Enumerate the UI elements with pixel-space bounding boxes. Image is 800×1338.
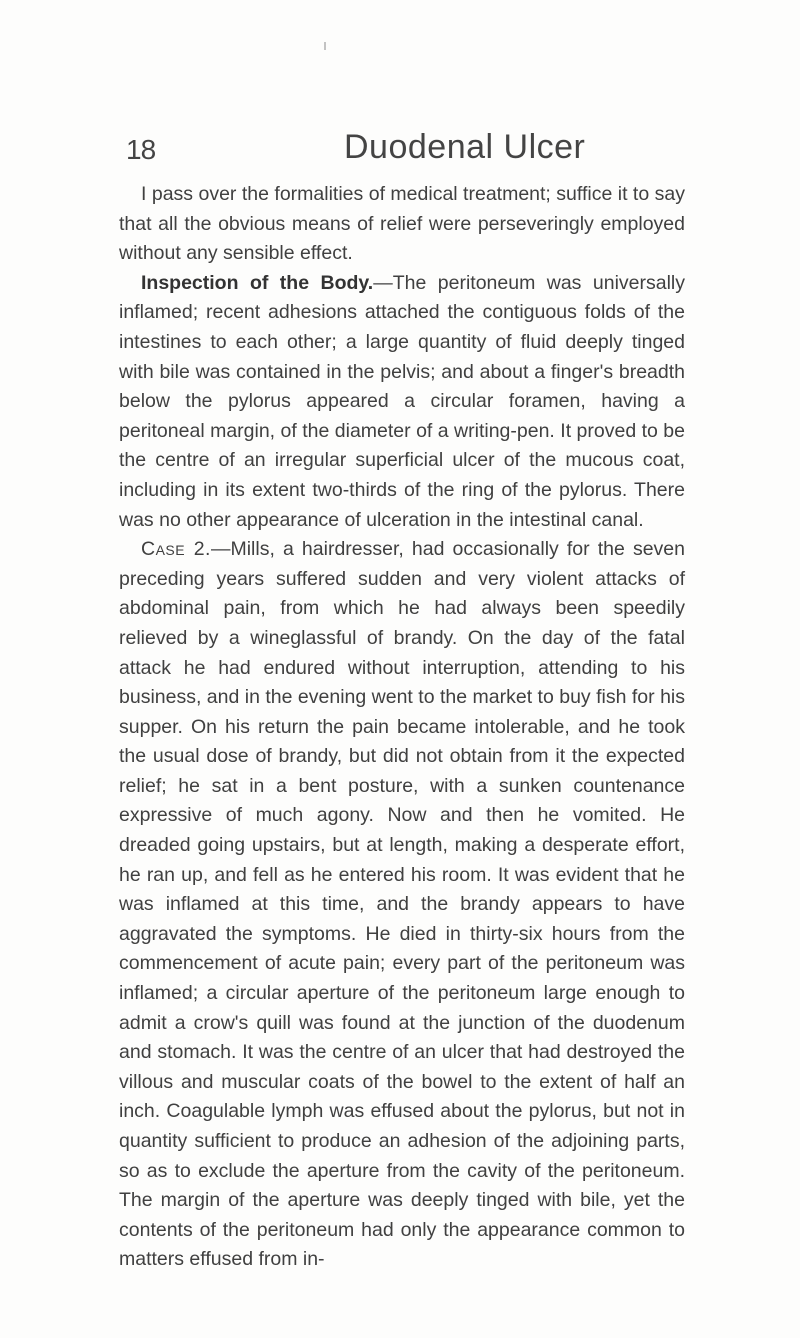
paragraph-case-2 [119,535,685,1275]
body-text [119,180,685,1275]
paragraph-text: —Mills, a hairdresser, had occasionally for the seven preceding years suffered sudden and very violent attacks of abdominal pain, from which he had always been speedily relieved by a wineglassful of brandy. On the day of the fatal attack he had endured without interruption, attending to his business, and in the evening went to the market to buy fish for his supper. On his return the pain became intolerable, and he took the usual dose of brandy, but did not obtain from it the expected relief; he sat in a bent posture, with a sunken countenance expressive of much agony. Now and then he vomited. He dreaded going upstairs, but at length, making a desperate effort, he ran up, and fell as he entered his room. It was evident that he was inflamed at this time, and the brandy appears to have aggravated the symptoms. He died in thirty-six hours from the commencement of acute pain; every part of the peritoneum was inflamed; a circular aperture of the peritoneum large enough to admit a crow's quill was found at the junction of the duodenum and stomach. It was the centre of an ulcer that had destroyed the villous and muscular coats of the bowel to the extent of half an inch. Coagulable lymph was effused about the pylorus, but not in quantity sufficient to produce an adhesion of the adjoining parts, so as to exclude the aperture from the cavity of the peritoneum. The margin of the aperture was deeply tinged with bile, yet the contents of the peritoneum had only the appearance common to matters effused from in- [119,538,685,1271]
page-number: 18 [126,134,156,165]
case-label: Case 2. [141,538,211,561]
paragraph-text: I pass over the formalities of medical treatment; suffice it to say that all the obvious means of relief were perseveringly employed without any sensible effect. [119,183,685,265]
page-header [126,128,686,168]
running-title: Duodenal Ulcer [344,128,586,166]
inspection-heading: Inspection of the Body. [141,271,374,294]
scan-artifact-mark [324,42,326,50]
paragraph-inspection [119,269,685,535]
paragraph-treatment [119,180,685,269]
paragraph-text: —The peritoneum was universally inflamed; recent adhesions attached the contiguous folds of the intestines to each other; a large quantity of fluid deeply tinged with bile was contained in the pelvis; and about a finger's breadth below the pylorus appeared a circular foramen, having a peritoneal margin, of the diameter of a writing-pen. It proved to be the centre of an irregular superficial ulcer of the mucous coat, including in its extent two-thirds of the ring of the pylorus. There was no other appearance of ulceration in the intestinal canal. [119,271,685,531]
